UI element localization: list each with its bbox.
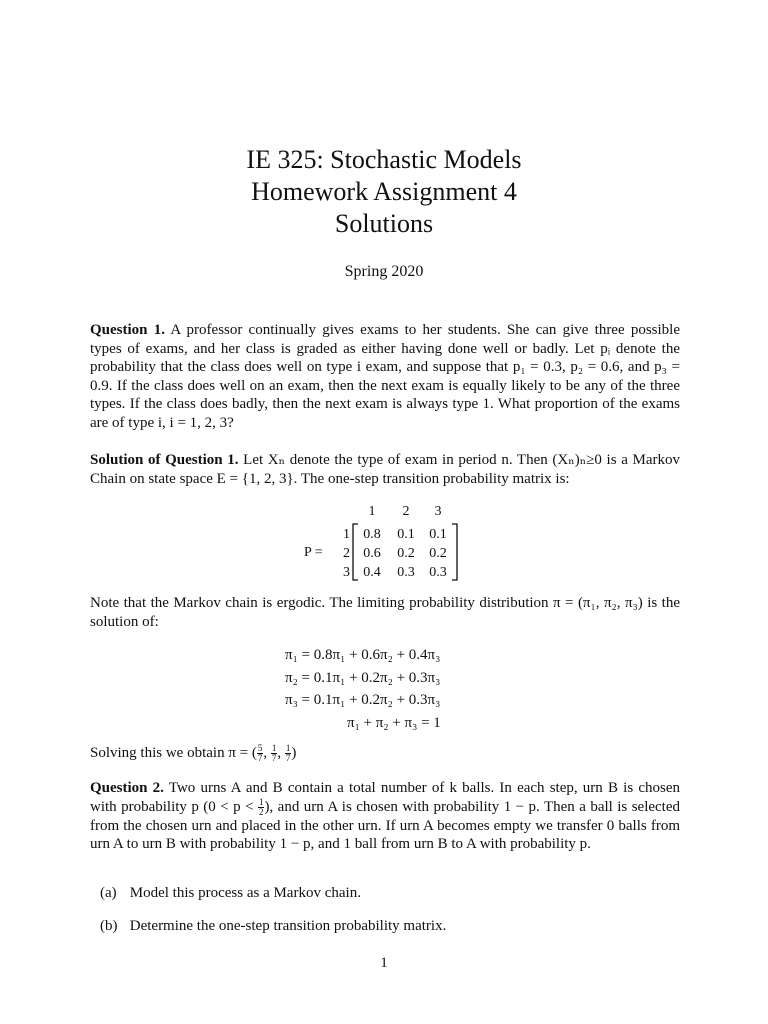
fraction: $\frac{5}{7}$ xyxy=(257,743,263,764)
document-title xyxy=(0,144,768,240)
document-date: Spring 2020 xyxy=(344,263,424,280)
ergodic-note: Note that the Markov chain is ergodic. The limiting probability distribution π = (π₁, π₂, π₃) is the solution of: xyxy=(90,595,680,630)
question-2-label: Question 2. xyxy=(90,780,164,796)
matrix-cell: 0.1 xyxy=(397,527,415,542)
title-line-1: IE 325: Stochastic Models xyxy=(246,145,522,174)
solving-result: Solving this we obtain π = ( $\frac{5}{7}$ , $\frac{1}{7}$ , $\frac{1}{7}$ ) xyxy=(90,743,297,764)
question-2-text: Two urns A and B contain a total number of k balls. In each step, urn B is chosen with probability p (0 < p < xyxy=(90,780,680,815)
solving-suffix: ) xyxy=(291,745,297,761)
matrix-cell: 0.8 xyxy=(363,527,381,542)
matrix-right-bracket xyxy=(452,524,457,580)
matrix-col-header: 2 xyxy=(402,504,410,519)
matrix-row-header: 1 xyxy=(343,527,350,542)
question-2-item-a xyxy=(100,884,361,903)
matrix-cell: 0.3 xyxy=(429,565,447,580)
question-2-text: ), and urn A is chosen with probability 1 − p. Then a ball is selected from the chosen urn and placed in the other urn. If urn A becomes empty we transfer 0 balls from urn A to urn B with probability 1 − p, and 1 ball from urn B to A with probability p. xyxy=(90,798,680,853)
fraction: $\frac{1}{7}$ xyxy=(285,743,291,764)
matrix-col-header: 1 xyxy=(368,504,376,519)
item-tag: (a) xyxy=(100,885,117,901)
item-text: Determine the one-step transition probability matrix. xyxy=(129,918,447,934)
item-tag: (b) xyxy=(100,918,118,934)
item-text: Model this process as a Markov chain. xyxy=(129,885,361,901)
matrix-cell: 0.4 xyxy=(363,565,381,580)
matrix-left-bracket xyxy=(353,524,358,580)
solution-1 xyxy=(90,451,680,488)
fraction: $\frac{1}{2}$ xyxy=(258,796,264,817)
solving-prefix: Solving this we obtain π = ( xyxy=(90,745,257,761)
matrix-cell: 0.1 xyxy=(429,527,447,542)
matrix-col-header: 3 xyxy=(434,504,442,519)
matrix-cell: 0.2 xyxy=(429,546,447,561)
matrix-row-header: 2 xyxy=(343,546,350,561)
title-line-3: Solutions xyxy=(334,209,434,238)
equation: π₂ = 0.1π₁ + 0.2π₂ + 0.3π₃ xyxy=(285,669,441,686)
matrix-name: P = xyxy=(304,545,323,560)
solution-1-label: Solution of Question 1. xyxy=(90,452,239,468)
equation: π₁ + π₂ + π₃ = 1 xyxy=(347,714,441,731)
solution-1-text: Let Xₙ denote the type of exam in period n. Then (Xₙ)ₙ≥0 is a Markov Chain on state space E = {1, 2, 3}. The one-step transition probability matrix is: xyxy=(90,452,680,487)
matrix-cell: 0.2 xyxy=(397,546,415,561)
title-line-2: Homework Assignment 4 xyxy=(251,177,517,206)
matrix-cell: 0.6 xyxy=(363,546,381,561)
question-1-text: A professor continually gives exams to her students. She can give three possible types of exams, and her class is graded as either having done well or badly. Let pᵢ denote the probability that the class does well on type i exam, and suppose that p₁ = 0.3, p₂ = 0.6, and p₃ = 0.9. If the class does well on an exam, then the next exam is equally likely to be any of the three types. If the class does badly, then the next exam is always type 1. What proportion of the exams are of type i, i = 1, 2, 3? xyxy=(90,322,680,431)
matrix-row-header: 3 xyxy=(343,565,350,580)
question-2-item-b xyxy=(100,917,446,936)
equation: π₁ = 0.8π₁ + 0.6π₂ + 0.4π₃ xyxy=(285,647,441,663)
fraction: $\frac{1}{7}$ xyxy=(271,743,277,764)
question-2 xyxy=(90,779,680,854)
matrix-cell: 0.3 xyxy=(397,565,415,580)
balance-equations xyxy=(285,644,465,734)
equation: π₃ = 0.1π₁ + 0.2π₂ + 0.3π₃ xyxy=(285,692,441,709)
page-number: 1 xyxy=(380,955,388,971)
question-1-label: Question 1. xyxy=(90,322,165,338)
transition-matrix xyxy=(300,500,470,584)
question-1 xyxy=(90,321,680,433)
